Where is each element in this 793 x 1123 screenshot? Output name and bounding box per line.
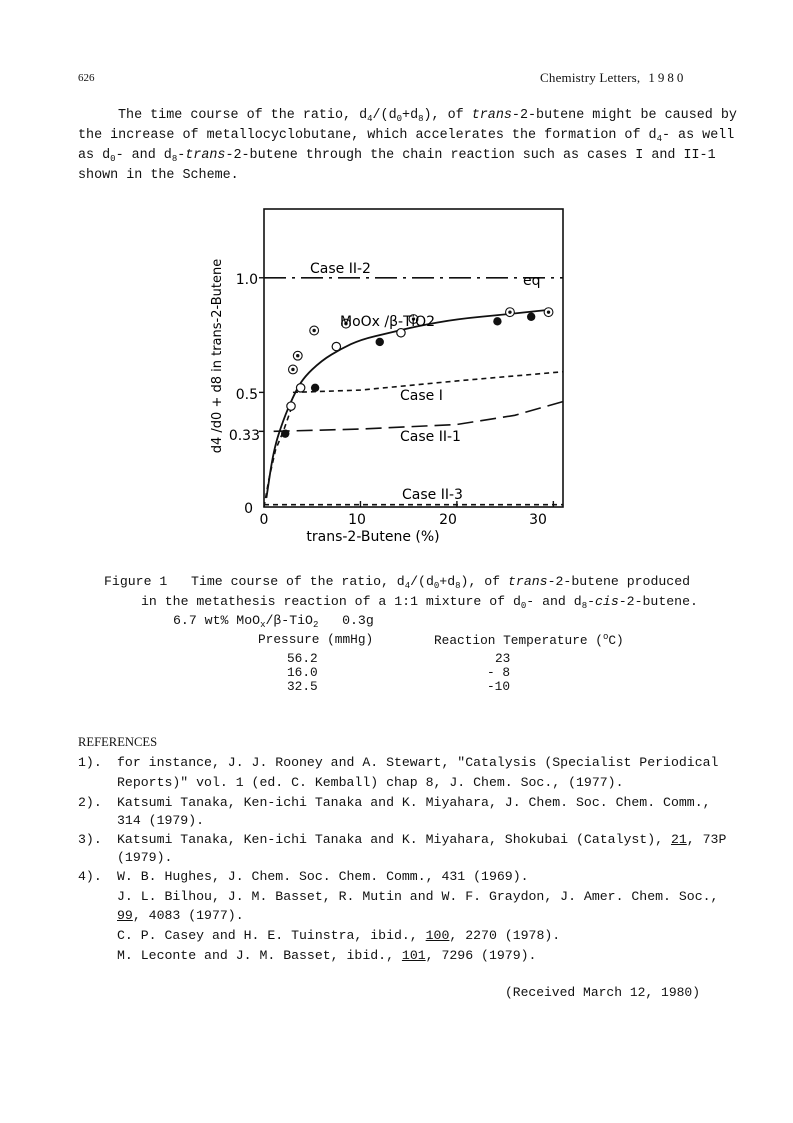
y-tick-label-0-5: 0.5 (235, 387, 258, 403)
x-tick-label-30: 30 (529, 512, 547, 528)
table-cell-temperature: - 8 (487, 665, 511, 680)
figure-caption-line-1: Figure 1 Time course of the ratio, $d_4/(d_0+d_8)$, of trans-2-butene produced (104, 574, 691, 591)
table-cell-pressure: 16.0 (287, 665, 318, 680)
reference-text: M. Leconte and J. M. Basset, ibid., 101, 7296 (1979). (117, 948, 537, 963)
x-tick-label-10: 10 (348, 512, 366, 528)
label-case-i: Case I (400, 388, 443, 404)
data-point-filled (376, 338, 384, 346)
reference-text: W. B. Hughes, J. Chem. Soc. Chem. Comm., 431 (1969). (117, 869, 529, 884)
label-eq: eq (523, 273, 541, 289)
reference-text: Katsumi Tanaka, Ken-ichi Tanaka and K. Miyahara, Shokubai (Catalyst), 21, 73P (117, 832, 727, 847)
journal-header (540, 70, 686, 86)
table-cell-pressure: 32.5 (287, 679, 318, 694)
reference-text: C. P. Casey and H. E. Tuinstra, ibid., 100, 2270 (1978). (117, 928, 561, 943)
x-axis-label: trans-2-Butene (%) (306, 529, 440, 545)
reference-text: Reports)" vol. 1 (ed. C. Kemball) chap 8, J. Chem. Soc., (1977). (117, 775, 624, 790)
label-catalyst: MoOx /β-TiO2 (340, 314, 436, 330)
paragraph-line-2: the increase of metallocyclobutane, which accelerates the formation of $d_4-$ as well (78, 128, 735, 144)
reference-number: 4). (78, 869, 102, 884)
reference-text: for instance, J. J. Rooney and A. Stewart, "Catalysis (Specialist Periodical (117, 755, 719, 770)
data-point-filled (527, 313, 535, 321)
table-cell-temperature: -10 (487, 679, 511, 694)
label-case-ii-3: Case II-3 (402, 487, 463, 503)
received-date: (Received March 12, 1980) (505, 985, 701, 1000)
reference-text: (1979). (117, 850, 173, 865)
data-point-double-core (296, 354, 299, 357)
table-cell-temperature: 23 (495, 651, 511, 666)
data-point-double-core (312, 329, 315, 332)
figure-caption-line-2: in the metathesis reaction of a 1:1 mixture of $d_0-$ and $d_8-cis-2$-butene. (141, 594, 698, 611)
y-axis-label: d4 /d0 + d8 in trans-2-Butene (210, 258, 225, 454)
y-tick-label-0: 0 (244, 501, 253, 517)
paragraph-line-4: shown in the Scheme. (78, 168, 239, 183)
data-point-open (287, 402, 295, 410)
data-point-open (332, 342, 340, 350)
data-point-double-core (547, 310, 550, 313)
figure-caption-line-3: 6.7 wt% MoO$_x$/β-TiO$_2$ 0.3g (173, 613, 374, 630)
references-heading: REFERENCES (78, 735, 158, 749)
y-tick-label-0-33: 0.33 (228, 428, 260, 444)
reference-text: 99, 4083 (1977). (117, 908, 244, 923)
reference-number: 2). (78, 795, 102, 810)
x-tick-label-0: 0 (259, 512, 269, 528)
figure-1-chart (200, 200, 580, 560)
data-point-double-core (508, 310, 511, 313)
reference-number: 1). (78, 755, 102, 770)
label-case-ii-1: Case II-1 (400, 429, 461, 445)
curve-case-ii-1 (274, 402, 563, 432)
paragraph-line-1: The time course of the ratio, $d_4/(d_0+d_8)$, of trans-2-butene might be caused by (118, 108, 737, 124)
table-header-temperature: Reaction Temperature ($^o$C) (434, 632, 624, 648)
curve-initial (264, 404, 293, 507)
x-tick-label-20: 20 (439, 512, 457, 528)
reference-text: 314 (1979). (117, 813, 205, 828)
data-point-double-core (291, 368, 294, 371)
page-number: 626 (78, 72, 95, 84)
data-point-filled (493, 317, 501, 325)
data-point-filled (311, 384, 319, 392)
paragraph-line-3: as $d_0-$ and $d_8-trans-2$-butene through the chain reaction such as cases I and II-1 (78, 148, 716, 164)
table-header-pressure: Pressure (mmHg) (258, 632, 374, 647)
data-point-open (296, 384, 304, 392)
reference-text: J. L. Bilhou, J. M. Basset, R. Mutin and W. F. Graydon, J. Amer. Chem. Soc., (117, 889, 719, 904)
journal-year: 1980 (648, 70, 687, 85)
journal-name: Chemistry Letters, (540, 70, 641, 85)
y-tick-label-1: 1.0 (235, 272, 258, 288)
reference-text: Katsumi Tanaka, Ken-ichi Tanaka and K. Miyahara, J. Chem. Soc. Chem. Comm., (117, 795, 711, 810)
plot-frame (264, 209, 563, 507)
reference-number: 3). (78, 832, 102, 847)
data-point-filled (281, 429, 289, 437)
table-cell-pressure: 56.2 (287, 651, 318, 666)
label-case-ii-2: Case II-2 (310, 261, 371, 277)
